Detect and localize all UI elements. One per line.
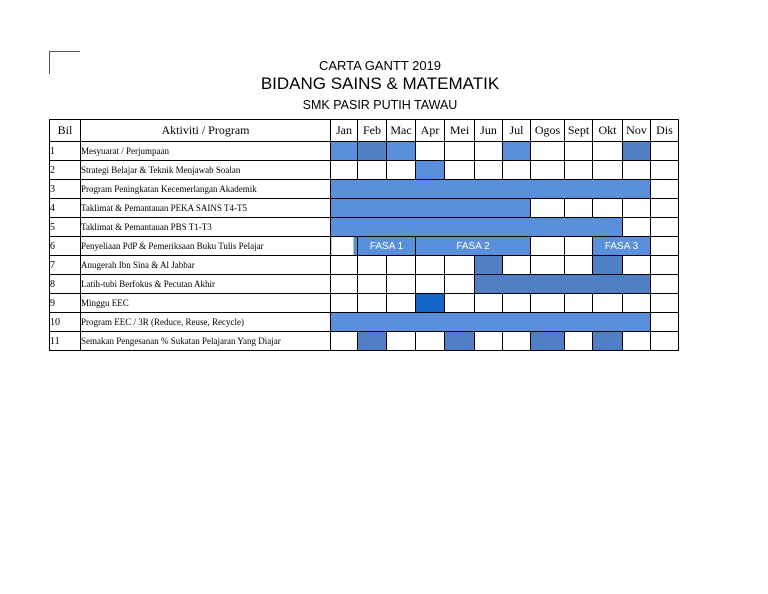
gantt-table [49,119,679,351]
empty-cell [503,294,531,313]
empty-cell [593,161,623,180]
bar-span [331,218,623,237]
empty-cell [445,161,475,180]
bar-cell [358,142,387,161]
row-number: 7 [50,256,81,275]
department-title: BIDANG SAINS & MATEMATIK [260,74,500,93]
bar-cell [475,256,503,275]
row-number: 10 [50,313,81,332]
table-row [50,313,679,332]
empty-cell [651,275,679,294]
empty-cell [531,256,565,275]
empty-cell [358,256,387,275]
empty-cell [331,332,358,351]
empty-cell [565,256,593,275]
table-row [50,199,679,218]
school-name: SMK PASIR PUTIH TAWAU [302,98,458,112]
col-bil: Bil [50,120,81,142]
col-month-mei: Mei [445,120,475,142]
row-number: 8 [50,275,81,294]
table-row [50,142,679,161]
bar-span [331,313,651,332]
empty-cell [565,142,593,161]
empty-cell [387,275,416,294]
empty-cell [387,256,416,275]
bar-cell [331,237,358,256]
empty-cell [651,313,679,332]
row-number: 2 [50,161,81,180]
row-number: 9 [50,294,81,313]
col-month-ogos: Ogos [531,120,565,142]
row-number: 6 [50,237,81,256]
empty-cell [651,161,679,180]
table-row [50,256,679,275]
bar-cell [387,142,416,161]
bar-cell [531,332,565,351]
empty-cell [358,161,387,180]
bar-span [331,199,531,218]
empty-cell [416,332,445,351]
activity-name: Semakan Pengesanan % Sukatan Pelajaran Yang Diajar [81,332,331,351]
table-row [50,294,679,313]
row-number: 3 [50,180,81,199]
empty-cell [331,294,358,313]
empty-cell [445,256,475,275]
bar-cell [416,161,445,180]
bar-cell [503,142,531,161]
empty-cell [565,237,593,256]
bar-cell [331,142,358,161]
empty-cell [387,161,416,180]
activity-name: Program Peningkatan Kecemerlangan Akademik [81,180,331,199]
bar-cell [623,142,651,161]
empty-cell [387,294,416,313]
empty-cell [475,142,503,161]
bar-span [475,275,651,294]
empty-cell [445,142,475,161]
activity-name: Program EEC / 3R (Reduce, Reuse, Recycle) [81,313,331,332]
bar-cell [445,332,475,351]
empty-cell [623,294,651,313]
empty-cell [358,294,387,313]
empty-cell [651,332,679,351]
row-number: 5 [50,218,81,237]
row-number: 11 [50,332,81,351]
col-month-feb: Feb [358,120,387,142]
table-row [50,218,679,237]
col-month-dis: Dis [651,120,679,142]
empty-cell [623,218,651,237]
empty-cell [445,294,475,313]
col-month-apr: Apr [416,120,445,142]
empty-cell [593,199,623,218]
empty-cell [593,294,623,313]
activity-name: Anugerah Ibn Sina & Al Jabbar [81,256,331,275]
empty-cell [531,294,565,313]
table-row [50,332,679,351]
empty-cell [623,161,651,180]
col-month-sept: Sept [565,120,593,142]
table-row [50,275,679,294]
col-month-jan: Jan [331,120,358,142]
bar-span [331,180,651,199]
activity-name: Latih-tubi Berfokus & Pecutan Akhir [81,275,331,294]
empty-cell [651,180,679,199]
col-activity: Aktiviti / Program [81,120,331,142]
table-row [50,237,679,256]
empty-cell [565,332,593,351]
chart-title: CARTA GANTT 2019 [318,58,442,73]
empty-cell [651,218,679,237]
empty-cell [475,332,503,351]
bar-cell [358,332,387,351]
empty-cell [531,142,565,161]
empty-cell [475,161,503,180]
activity-name: Penyeliaan PdP & Pemeriksaan Buku Tulis Pelajar [81,237,331,256]
empty-cell [503,332,531,351]
row-number: 1 [50,142,81,161]
empty-cell [651,256,679,275]
activity-name: Taklimat & Pemantauan PBS T1-T3 [81,218,331,237]
activity-name: Mesyuarat / Perjumpaan [81,142,331,161]
empty-cell [565,161,593,180]
bar-cell [593,332,623,351]
empty-cell [623,332,651,351]
empty-cell [531,161,565,180]
empty-cell [503,256,531,275]
empty-cell [387,332,416,351]
empty-cell [416,275,445,294]
empty-cell [651,142,679,161]
activity-name: Minggu EEC [81,294,331,313]
empty-cell [416,142,445,161]
col-month-jul: Jul [503,120,531,142]
header-row [50,120,679,142]
bar-cell [593,256,623,275]
col-month-okt: Okt [593,120,623,142]
empty-cell [358,275,387,294]
empty-cell [331,161,358,180]
activity-name: Taklimat & Pemantauan PEKA SAINS T4-T5 [81,199,331,218]
empty-cell [623,199,651,218]
empty-cell [503,161,531,180]
col-month-nov: Nov [623,120,651,142]
empty-cell [565,199,593,218]
empty-cell [565,294,593,313]
empty-cell [445,275,475,294]
phase-label-1: FASA 1 [358,237,416,256]
empty-cell [416,256,445,275]
row-number: 4 [50,199,81,218]
empty-cell [623,256,651,275]
empty-cell [531,237,565,256]
empty-cell [593,142,623,161]
table-row [50,161,679,180]
empty-cell [331,256,358,275]
phase-label-2: FASA 2 [416,237,531,256]
activity-name: Strategi Belajar & Teknik Menjawab Soalan [81,161,331,180]
bar-cell [416,294,445,313]
empty-cell [651,294,679,313]
col-month-mac: Mac [387,120,416,142]
empty-cell [651,199,679,218]
empty-cell [331,275,358,294]
col-month-jun: Jun [475,120,503,142]
empty-cell [475,294,503,313]
empty-cell [531,199,565,218]
empty-cell [651,237,679,256]
phase-label-3: FASA 3 [593,237,651,256]
table-row [50,180,679,199]
